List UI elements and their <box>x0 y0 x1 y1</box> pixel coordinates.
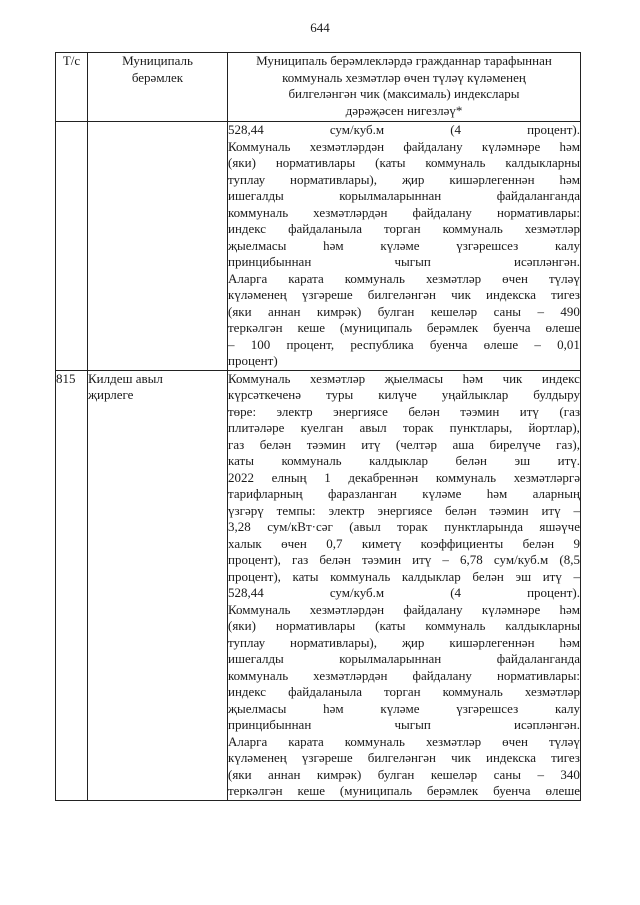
text-line: процент) <box>228 353 278 368</box>
paragraph <box>228 602 580 734</box>
text-line: Коммуналь хезмәтләрдән файдалану күләмнәре һәм <box>228 601 580 617</box>
text-line: туплау нормативлары), җир кишәрлегеннән һәм <box>228 171 580 187</box>
text-line: (яки) нормативлары (каты коммуналь калдыкларны <box>228 155 580 170</box>
text-line: туплау нормативлары), җир кишәрлегеннән һәм <box>228 634 580 650</box>
text-line: (яки) нормативлары (каты коммуналь калдыкларны <box>228 618 580 633</box>
text-line: принцибыннан чыгып исәпләнгән. <box>228 717 580 732</box>
paragraph <box>228 139 580 271</box>
text-line: тарифларның фаразланган күләме һәм аларның <box>228 486 580 501</box>
row-number-cell: 815 <box>56 370 88 800</box>
text-line: коммуналь хезмәтләрдән файдалану нормативлары: <box>228 204 580 220</box>
text-line: халык өчен 0,7 киметү коэффициенты белән 9 <box>228 535 580 551</box>
paragraph <box>228 271 580 370</box>
text-line: 2022 елның 1 декабреннән коммуналь хезмәтләргә <box>228 469 580 485</box>
table-header-row <box>56 53 581 122</box>
text-line: теркәлгән кеше (муниципаль берәмлек буенча өлеше <box>228 320 580 335</box>
municipality-cell: Килдеш авыл җирлеге <box>88 370 228 800</box>
text-line: процент), каты коммуналь калдыклар белән эш итү – <box>228 568 580 584</box>
header-municipality: Муниципаль берәмлек <box>88 53 228 122</box>
text-line: Коммуналь хезмәтләрдән файдалану күләмнәре һәм <box>228 138 580 154</box>
text-line: принцибыннан чыгып исәпләнгән. <box>228 254 580 269</box>
text-line: (яки аннан кимрәк) булган кешеләр саны – 340 <box>228 766 580 782</box>
text-line: теркәлгән кеше (муниципаль берәмлек буенча өлеше <box>228 783 580 798</box>
text-line: үзгәрү темпы: электр энергиясе белән тәэмин итү – <box>228 502 580 518</box>
municipality-cell <box>88 122 228 371</box>
text-line: индекс файдаланыла торган коммуналь хезмәтләр <box>228 684 580 699</box>
text-line: ишегалды корылмаларыннан файдаланганда <box>228 188 580 203</box>
text-line: плитәләре куелган авыл торак пунктлары, йортлар), <box>228 420 580 435</box>
text-line: индекс файдаланыла торган коммуналь хезмәтләр <box>228 221 580 236</box>
description-cell <box>228 370 581 800</box>
paragraph <box>228 122 580 139</box>
header-description: Муниципаль берәмлекләрдә гражданнар тарафыннан коммуналь хезмәтләр өчен түләү күләменең билгеләнгән чик (максималь) индекслары дәрәҗәсен нигезләү* <box>228 53 581 122</box>
table-row <box>56 370 581 800</box>
text-line: коммуналь хезмәтләрдән файдалану нормативлары: <box>228 667 580 683</box>
table-row <box>56 122 581 371</box>
text-line: каты коммуналь калдыклар белән эш итү. <box>228 453 580 468</box>
text-line: Аларга карата коммуналь хезмәтләр өчен түләү <box>228 733 580 749</box>
paragraph <box>228 734 580 800</box>
text-line: процент), газ белән тәэмин итү – 6,78 сум/куб.м (8,5 <box>228 552 580 567</box>
text-line: Коммуналь хезмәтләр җыелмасы һәм чик индекс <box>228 370 580 386</box>
text-line: 528,44 сум/куб.м (4 процент). <box>228 585 580 600</box>
text-line: күрсәткеченә туры килүче уңайлыклар булдыру <box>228 387 580 402</box>
text-line: газ белән тәэмин итү (челтәр аша бирелүче газ), <box>228 436 580 452</box>
text-line: 528,44 сум/куб.м (4 процент). <box>228 122 580 137</box>
page-number: 644 <box>310 20 330 35</box>
text-line: күләменең үзгәреше билгеләнгән чик индекска тигез <box>228 287 580 302</box>
text-line: (яки аннан кимрәк) булган кешеләр саны – 490 <box>228 303 580 319</box>
row-number-cell <box>56 122 88 371</box>
text-line: – 100 процент, республика буенча өлеше – 0,01 <box>228 336 580 352</box>
paragraph <box>228 470 580 602</box>
municipal-index-table <box>55 52 581 801</box>
text-line: ишегалды корылмаларыннан файдаланганда <box>228 651 580 666</box>
text-line: төре: электр энергиясе белән тәэмин итү (газ <box>228 403 580 419</box>
description-cell <box>228 122 581 371</box>
text-line: җыелмасы һәм күләме үзгәрешсез калу <box>228 237 580 253</box>
text-line: 3,28 сум/кВт·сәг (авыл торак пунктларында яшәүче <box>228 519 580 534</box>
text-line: җыелмасы һәм күләме үзгәрешсез калу <box>228 700 580 716</box>
text-line: Аларга карата коммуналь хезмәтләр өчен түләү <box>228 270 580 286</box>
paragraph <box>228 371 580 470</box>
text-line: күләменең үзгәреше билгеләнгән чик индекска тигез <box>228 750 580 765</box>
header-number: Т/с <box>56 53 88 122</box>
